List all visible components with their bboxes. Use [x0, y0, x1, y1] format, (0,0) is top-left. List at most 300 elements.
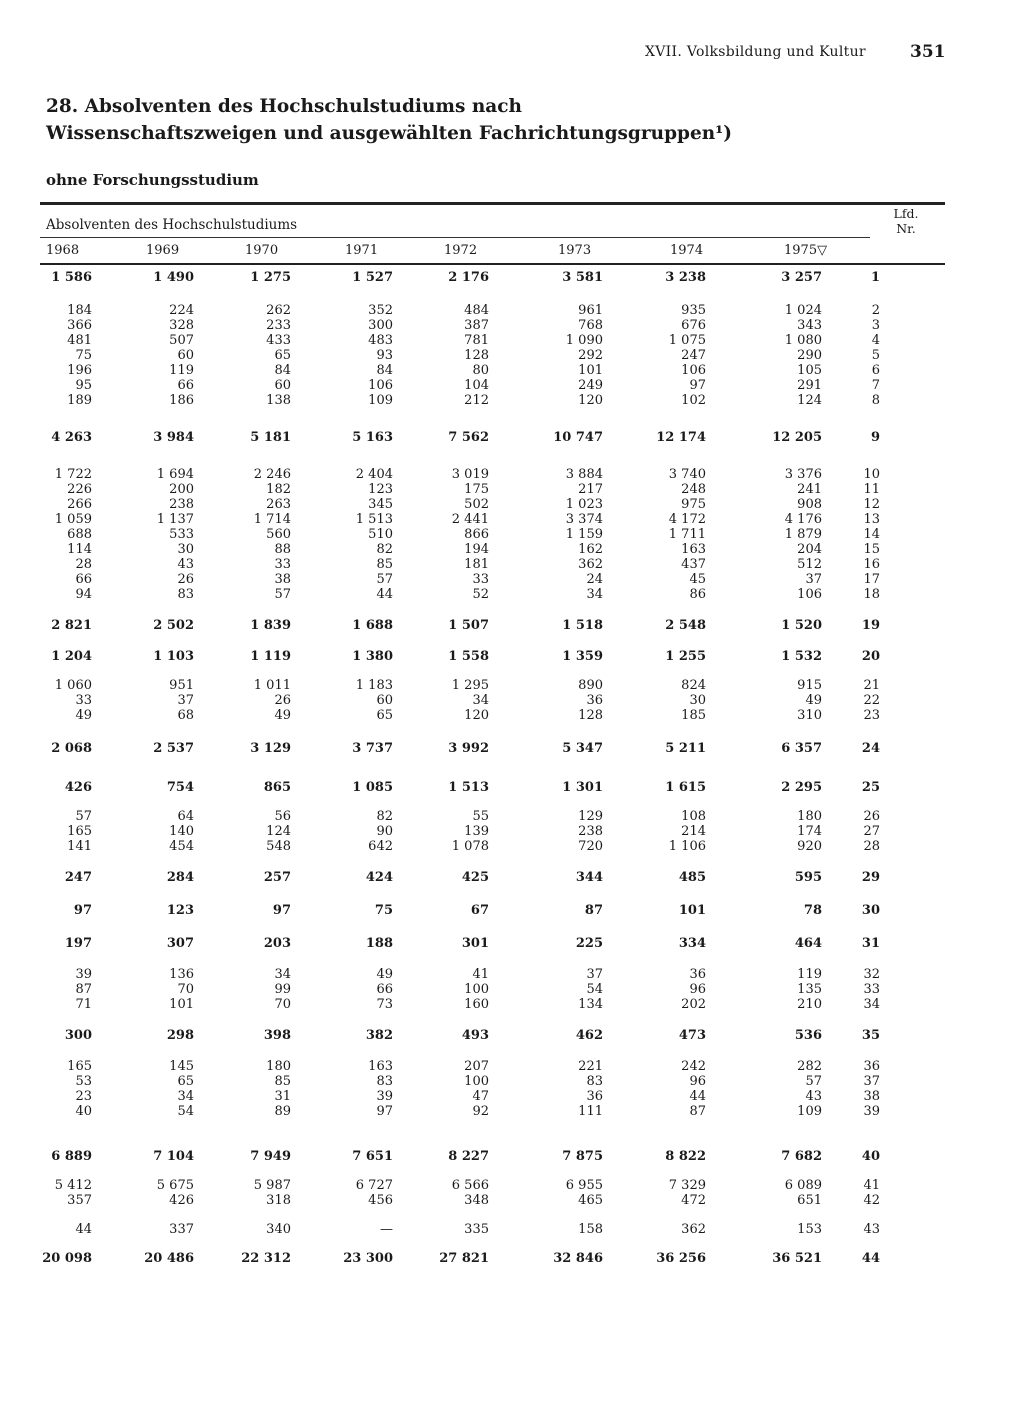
table-cell: 7 949 [250, 1149, 291, 1164]
row-number: 15 [863, 542, 880, 557]
table-cell: 102 [681, 393, 706, 408]
table-cell: 248 [681, 482, 706, 497]
table-row [40, 393, 880, 408]
table-cell: 185 [681, 708, 706, 723]
table-cell: 31 [274, 1089, 291, 1104]
table-cell: 66 [177, 378, 194, 393]
table-cell: 68 [177, 708, 194, 723]
table-cell: 54 [177, 1104, 194, 1119]
table-cell: 1 085 [352, 780, 393, 795]
year-header: 1970 [245, 243, 279, 258]
table-cell: 1 275 [250, 270, 291, 285]
table-cell: 101 [578, 363, 603, 378]
table-cell: 106 [797, 587, 822, 602]
table-cell: 5 163 [352, 430, 393, 445]
table-row [40, 557, 880, 572]
table-cell: 357 [67, 1193, 92, 1208]
table-cell: 93 [376, 348, 393, 363]
row-spacer [40, 918, 880, 936]
table-row [40, 348, 880, 363]
row-spacer [40, 602, 880, 618]
table-cell: 2 176 [448, 270, 489, 285]
table-cell: 890 [578, 678, 603, 693]
row-number: 41 [863, 1178, 880, 1193]
table-cell: 8 822 [665, 1149, 706, 1164]
table-row [40, 1222, 880, 1237]
table-cell: 180 [797, 809, 822, 824]
year-header: 1973 [558, 243, 592, 258]
table-row [40, 572, 880, 587]
row-spacer [40, 1164, 880, 1178]
table-cell: 37 [805, 572, 822, 587]
table-cell: 37 [177, 693, 194, 708]
table-cell: 5 987 [253, 1178, 291, 1193]
table-cell: 1 507 [448, 618, 489, 633]
table-cell: 82 [376, 809, 393, 824]
table-cell: 824 [681, 678, 706, 693]
table-cell: 1 011 [253, 678, 291, 693]
table-row [40, 780, 880, 795]
table-cell: 1 532 [781, 649, 822, 664]
row-number: 43 [863, 1222, 880, 1237]
table-row [40, 1104, 880, 1119]
table-cell: 493 [461, 1028, 489, 1043]
table-cell: 106 [681, 363, 706, 378]
row-number: 36 [863, 1059, 880, 1074]
table-cell: 135 [797, 982, 822, 997]
row-number: 35 [861, 1028, 880, 1043]
row-spacer [40, 1237, 880, 1251]
table-row [40, 333, 880, 348]
table-cell: 108 [681, 809, 706, 824]
row-spacer [40, 445, 880, 467]
table-cell: 426 [169, 1193, 194, 1208]
table-row [40, 512, 880, 527]
table-cell: 30 [689, 693, 706, 708]
table-cell: 105 [797, 363, 822, 378]
table-cell: 266 [67, 497, 92, 512]
table-cell: 124 [266, 824, 291, 839]
table-cell: 65 [177, 1074, 194, 1089]
table-cell: 139 [464, 824, 489, 839]
year-header: 1971 [345, 243, 379, 258]
table-cell: 163 [681, 542, 706, 557]
table-cell: 2 502 [153, 618, 194, 633]
table-cell: 6 955 [565, 1178, 603, 1193]
table-cell: 60 [376, 693, 393, 708]
table-cell: 129 [578, 809, 603, 824]
table-cell: 1 183 [355, 678, 393, 693]
table-cell: 75 [75, 348, 92, 363]
table-row [40, 967, 880, 982]
row-spacer [40, 951, 880, 967]
table-cell: 85 [376, 557, 393, 572]
table-cell: 26 [274, 693, 291, 708]
table-cell: 134 [578, 997, 603, 1012]
table-cell: 3 238 [665, 270, 706, 285]
table-cell: 221 [578, 1059, 603, 1074]
row-number: 11 [863, 482, 880, 497]
lfd-nr-label: Lfd. Nr. [893, 206, 919, 236]
table-cell: 200 [169, 482, 194, 497]
table-cell: 282 [797, 1059, 822, 1074]
table-cell: 7 682 [781, 1149, 822, 1164]
table-cell: 1 558 [448, 649, 489, 664]
table-cell: 290 [797, 348, 822, 363]
table-cell: 754 [166, 780, 194, 795]
table-row [40, 839, 880, 854]
table-cell: 88 [274, 542, 291, 557]
table-cell: 507 [169, 333, 194, 348]
row-number: 18 [863, 587, 880, 602]
table-cell: 96 [689, 1074, 706, 1089]
table-cell: 233 [266, 318, 291, 333]
row-number: 31 [861, 936, 880, 951]
table-cell: 7 875 [562, 1149, 603, 1164]
table-cell: 387 [464, 318, 489, 333]
table-cell: 362 [681, 1222, 706, 1237]
table-row [40, 482, 880, 497]
table-cell: 3 376 [784, 467, 822, 482]
table-cell: 5 347 [562, 741, 603, 756]
table-subtitle: ohne Forschungsstudium [46, 171, 259, 189]
table-cell: 43 [805, 1089, 822, 1104]
table-cell: 5 675 [156, 1178, 194, 1193]
table-cell: 464 [794, 936, 822, 951]
table-cell: 22 312 [241, 1251, 291, 1266]
table-cell: 136 [169, 967, 194, 982]
table-cell: 202 [681, 997, 706, 1012]
row-number: 28 [863, 839, 880, 854]
table-cell: 262 [266, 303, 291, 318]
table-cell: 1 295 [451, 678, 489, 693]
table-cell: 83 [177, 587, 194, 602]
table-row [40, 1178, 880, 1193]
table-cell: 165 [67, 824, 92, 839]
table-cell: 3 740 [668, 467, 706, 482]
table-cell: 1 513 [355, 512, 393, 527]
table-row [40, 870, 880, 885]
table-cell: 1 722 [54, 467, 92, 482]
table-cell: 28 [75, 557, 92, 572]
row-number: 42 [863, 1193, 880, 1208]
table-cell: 26 [177, 572, 194, 587]
table-cell: 99 [274, 982, 291, 997]
table-cell: 36 256 [656, 1251, 706, 1266]
table-cell: 1 527 [352, 270, 393, 285]
table-cell: 23 300 [343, 1251, 393, 1266]
table-cell: 328 [169, 318, 194, 333]
table-row [40, 618, 880, 633]
table-cell: 56 [274, 809, 291, 824]
table-cell: 2 404 [355, 467, 393, 482]
table-cell: 65 [274, 348, 291, 363]
row-number: 22 [863, 693, 880, 708]
table-cell: 67 [470, 903, 489, 918]
table-cell: 3 129 [250, 741, 291, 756]
table-cell: 33 [75, 693, 92, 708]
table-cell: 20 098 [42, 1251, 92, 1266]
table-cell: 84 [376, 363, 393, 378]
table-cell: 249 [578, 378, 603, 393]
table-cell: 36 [586, 1089, 603, 1104]
table-cell: 8 227 [448, 1149, 489, 1164]
table-cell: 39 [376, 1089, 393, 1104]
table-cell: 465 [578, 1193, 603, 1208]
year-header: 1969 [146, 243, 180, 258]
table-cell: 1 204 [51, 649, 92, 664]
table-cell: 5 412 [54, 1178, 92, 1193]
table-row [40, 982, 880, 997]
table-cell: 345 [368, 497, 393, 512]
table-cell: 866 [464, 527, 489, 542]
table-row [40, 270, 880, 285]
table-cell: 1 380 [352, 649, 393, 664]
table-row [40, 809, 880, 824]
table-row [40, 318, 880, 333]
table-cell: 651 [797, 1193, 822, 1208]
table-cell: 175 [464, 482, 489, 497]
table-cell: 57 [805, 1074, 822, 1089]
table-cell: 52 [472, 587, 489, 602]
table-row [40, 649, 880, 664]
table-cell: 1 518 [562, 618, 603, 633]
table-cell: 66 [376, 982, 393, 997]
table-cell: 41 [472, 967, 489, 982]
table-cell: — [380, 1222, 393, 1237]
table-row [40, 1193, 880, 1208]
table-cell: 120 [578, 393, 603, 408]
table-row [40, 1059, 880, 1074]
table-cell: 1 137 [156, 512, 194, 527]
table-cell: 1 023 [565, 497, 603, 512]
table-cell: 87 [689, 1104, 706, 1119]
table-cell: 34 [586, 587, 603, 602]
table-cell: 425 [461, 870, 489, 885]
table-cell: 533 [169, 527, 194, 542]
table-cell: 7 651 [352, 1149, 393, 1164]
table-cell: 768 [578, 318, 603, 333]
year-header-row [0, 243, 1024, 263]
table-row [40, 903, 880, 918]
row-spacer [40, 854, 880, 870]
row-number: 20 [861, 649, 880, 664]
table-cell: 141 [67, 839, 92, 854]
table-cell: 43 [177, 557, 194, 572]
table-cell: 160 [464, 997, 489, 1012]
top-rule [40, 202, 945, 205]
table-cell: 257 [263, 870, 291, 885]
table-cell: 720 [578, 839, 603, 854]
table-cell: 1 080 [784, 333, 822, 348]
row-number: 26 [863, 809, 880, 824]
table-cell: 865 [263, 780, 291, 795]
table-row [40, 1074, 880, 1089]
table-cell: 128 [464, 348, 489, 363]
table-cell: 114 [67, 542, 92, 557]
table-cell: 3 737 [352, 741, 393, 756]
table-cell: 87 [584, 903, 603, 918]
table-cell: 44 [75, 1222, 92, 1237]
table-cell: 3 992 [448, 741, 489, 756]
table-cell: 44 [376, 587, 393, 602]
table-cell: 595 [794, 870, 822, 885]
table-cell: 214 [681, 824, 706, 839]
table-cell: 80 [472, 363, 489, 378]
row-spacer [40, 723, 880, 741]
table-cell: 106 [368, 378, 393, 393]
table-cell: 5 181 [250, 430, 291, 445]
table-cell: 1 520 [781, 618, 822, 633]
table-cell: 510 [368, 527, 393, 542]
table-cell: 65 [376, 708, 393, 723]
table-cell: 284 [166, 870, 194, 885]
table-cell: 38 [274, 572, 291, 587]
table-cell: 163 [368, 1059, 393, 1074]
table-cell: 1 024 [784, 303, 822, 318]
table-cell: 1 255 [665, 649, 706, 664]
table-cell: 241 [797, 482, 822, 497]
table-cell: 6 566 [451, 1178, 489, 1193]
table-cell: 34 [472, 693, 489, 708]
table-cell: 2 068 [51, 741, 92, 756]
table-cell: 334 [678, 936, 706, 951]
table-cell: 197 [64, 936, 92, 951]
table-cell: 165 [67, 1059, 92, 1074]
table-cell: 512 [797, 557, 822, 572]
table-cell: 109 [797, 1104, 822, 1119]
table-cell: 908 [797, 497, 822, 512]
table-row [40, 1028, 880, 1043]
table-cell: 1 059 [54, 512, 92, 527]
table-cell: 12 205 [772, 430, 822, 445]
table-cell: 181 [464, 557, 489, 572]
table-cell: 344 [575, 870, 603, 885]
header-bottom-rule [40, 263, 945, 265]
table-cell: 1 060 [54, 678, 92, 693]
table-row [40, 708, 880, 723]
table-cell: 45 [689, 572, 706, 587]
table-row [40, 1149, 880, 1164]
table-cell: 212 [464, 393, 489, 408]
table-cell: 2 537 [153, 741, 194, 756]
table-cell: 485 [678, 870, 706, 885]
table-cell: 87 [75, 982, 92, 997]
row-number: 33 [863, 982, 880, 997]
table-cell: 40 [75, 1104, 92, 1119]
row-number: 2 [871, 303, 880, 318]
year-header: 1974 [670, 243, 704, 258]
table-cell: 217 [578, 482, 603, 497]
table-cell: 7 104 [153, 1149, 194, 1164]
table-cell: 32 846 [553, 1251, 603, 1266]
row-number: 24 [861, 741, 880, 756]
row-number: 9 [870, 430, 880, 445]
table-cell: 153 [797, 1222, 822, 1237]
table-cell: 352 [368, 303, 393, 318]
table-cell: 301 [461, 936, 489, 951]
table-cell: 44 [689, 1089, 706, 1104]
table-cell: 184 [67, 303, 92, 318]
table-cell: 78 [803, 903, 822, 918]
table-cell: 120 [464, 708, 489, 723]
table-cell: 83 [376, 1074, 393, 1089]
row-number: 23 [863, 708, 880, 723]
row-number: 19 [861, 618, 880, 633]
table-cell: 145 [169, 1059, 194, 1074]
table-cell: 781 [464, 333, 489, 348]
row-number: 34 [863, 997, 880, 1012]
table-cell: 335 [464, 1222, 489, 1237]
table-cell: 424 [365, 870, 393, 885]
row-spacer [40, 633, 880, 649]
page-number: 351 [910, 42, 946, 62]
table-cell: 6 357 [781, 741, 822, 756]
table-cell: 82 [376, 542, 393, 557]
table-cell: 158 [578, 1222, 603, 1237]
table-cell: 6 727 [355, 1178, 393, 1193]
table-row [40, 936, 880, 951]
table-cell: 12 174 [656, 430, 706, 445]
table-cell: 57 [274, 587, 291, 602]
table-cell: 83 [586, 1074, 603, 1089]
table-cell: 39 [75, 967, 92, 982]
table-cell: 37 [586, 967, 603, 982]
table-cell: 97 [73, 903, 92, 918]
table-cell: 454 [169, 839, 194, 854]
table-cell: 1 490 [153, 270, 194, 285]
table-cell: 60 [274, 378, 291, 393]
table-cell: 75 [374, 903, 393, 918]
table-cell: 188 [365, 936, 393, 951]
table-cell: 366 [67, 318, 92, 333]
table-cell: 207 [464, 1059, 489, 1074]
table-cell: 3 019 [451, 467, 489, 482]
row-spacer [40, 1012, 880, 1028]
table-cell: 1 711 [668, 527, 706, 542]
row-spacer [40, 756, 880, 780]
row-number: 5 [871, 348, 880, 363]
row-number: 8 [871, 393, 880, 408]
table-cell: 226 [67, 482, 92, 497]
data-table [40, 270, 880, 1266]
table-cell: 242 [681, 1059, 706, 1074]
row-number: 29 [861, 870, 880, 885]
table-row [40, 587, 880, 602]
table-title: 28. Absolventen des Hochschulstudiums nach Wissenschaftszweigen und ausgewählten Fachrichtungsgruppen¹) [46, 96, 733, 144]
table-row [40, 741, 880, 756]
row-spacer [40, 285, 880, 303]
row-spacer [40, 1043, 880, 1059]
table-cell: 6 889 [51, 1149, 92, 1164]
table-row [40, 693, 880, 708]
table-row [40, 1251, 880, 1266]
table-cell: 1 879 [784, 527, 822, 542]
table-cell: 3 984 [153, 430, 194, 445]
year-header: 1972 [444, 243, 478, 258]
table-cell: 94 [75, 587, 92, 602]
row-number: 38 [863, 1089, 880, 1104]
table-cell: 97 [272, 903, 291, 918]
table-cell: 3 884 [565, 467, 603, 482]
table-cell: 36 [586, 693, 603, 708]
row-spacer [40, 885, 880, 903]
row-number: 44 [861, 1251, 880, 1266]
table-cell: 100 [464, 982, 489, 997]
table-cell: 310 [797, 708, 822, 723]
table-cell: 433 [266, 333, 291, 348]
table-cell: 1 159 [565, 527, 603, 542]
